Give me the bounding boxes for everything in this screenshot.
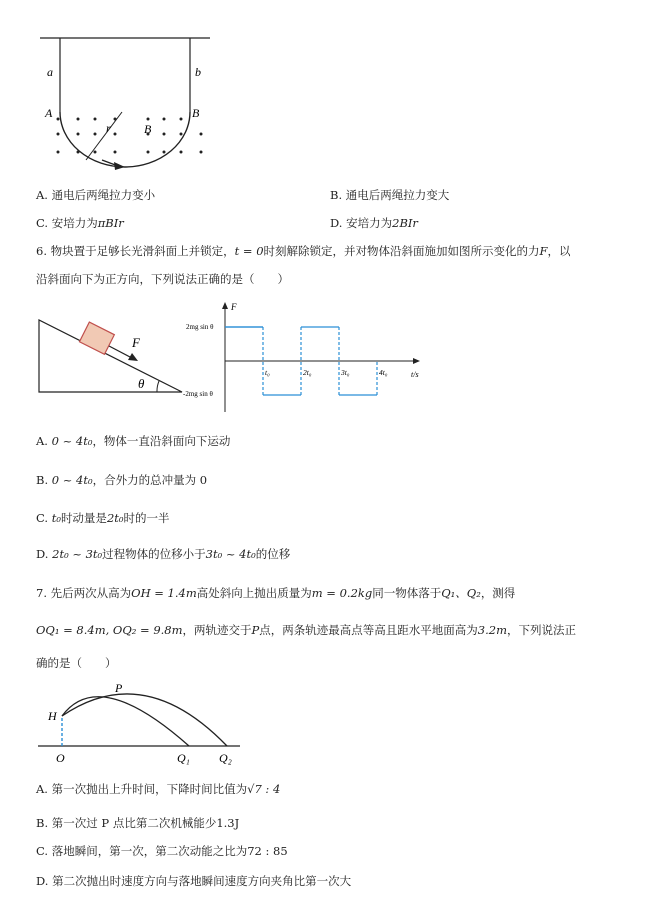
label-field: B (144, 122, 152, 136)
q5-option-b[interactable]: B. 通电后两绳拉力变大 (330, 188, 450, 202)
q6-option-a[interactable]: A. 0 ~ 4t₀，物体一直沿斜面向下运动 (36, 434, 231, 448)
label-B: B (192, 106, 200, 120)
q7-option-b[interactable]: B. 第一次过 P 点比第二次机械能少1.3J (36, 816, 240, 830)
incline-triangle (39, 320, 182, 392)
q7-stem-line2: OQ₁ = 8.4m, OQ₂ = 9.8m，两轨迹交于P点，两条轨迹最高点等高且距水平地面高为3.2m，下列说法正 (36, 623, 576, 637)
q6-stem-line1: 6. 物块置于足够长光滑斜面上并锁定，t = 0时刻解除锁定，并对物体沿斜面施加如图所示变化的力F，以 (36, 244, 571, 258)
q6-option-b[interactable]: B. 0 ~ 4t₀，合外力的总冲量为 0 (36, 473, 208, 487)
x-axis-label: t/s (411, 370, 419, 379)
tick-t0: t₀ (265, 368, 270, 377)
label-P: P (115, 681, 123, 695)
label-Q2: Q₂ (219, 751, 232, 765)
angle-label: θ (138, 376, 145, 391)
trajectory-2 (62, 694, 227, 746)
magnet-field-figure (30, 30, 220, 180)
q7-option-d[interactable]: D. 第二次抛出时速度方向与落地瞬间速度方向夹角比第一次大 (36, 874, 352, 888)
label-a: a (47, 65, 53, 79)
force-time-chart (183, 300, 423, 415)
q5-option-c[interactable]: C. 安培力为πBIr (36, 216, 124, 230)
current-arrow-icon (114, 162, 125, 170)
label-A: A (45, 106, 53, 120)
tick-4t0: 4t₀ (379, 368, 388, 377)
q6-stem-line2: 沿斜面向下为正方向，下列说法正确的是（ ） (36, 272, 289, 286)
q7-stem-line1: 7. 先后两次从高为OH = 1.4m高处斜向上抛出质量为m = 0.2kg同一物体落于Q₁、Q₂，测得 (36, 586, 516, 600)
block (79, 322, 114, 354)
y-axis-arrow-icon (222, 302, 228, 309)
trajectory-figure (34, 678, 244, 768)
q7-option-a[interactable]: A. 第一次抛出上升时间，下降时间比值为√7 : 4 (36, 782, 281, 796)
label-H: H (48, 709, 57, 723)
label-O: O (56, 751, 65, 765)
label-r: r (106, 121, 111, 135)
q6-option-d[interactable]: D. 2t₀ ~ 3t₀过程物体的位移小于3t₀ ~ 4t₀的位移 (36, 547, 291, 561)
y-top-label: 2mg sin θ (186, 323, 214, 331)
label-b-rope: b (195, 65, 201, 79)
q5-option-a[interactable]: A. 通电后两绳拉力变小 (36, 188, 156, 202)
force-label: F (132, 335, 140, 350)
q7-option-c[interactable]: C. 落地瞬间，第一次，第二次动能之比为72 : 85 (36, 844, 288, 858)
y-axis-label: F (231, 302, 237, 312)
field-dots (57, 118, 203, 154)
q7-stem-line3: 确的是（ ） (36, 656, 117, 670)
incline-figure (34, 316, 186, 396)
label-Q1: Q₁ (177, 751, 190, 765)
tick-3t0: 3t₀ (341, 368, 350, 377)
y-bottom-label: -2mg sin θ (183, 390, 213, 398)
radius-line (86, 112, 122, 160)
q6-option-c[interactable]: C. t₀时动量是2t₀时的一半 (36, 511, 170, 525)
tick-2t0: 2t₀ (303, 368, 312, 377)
x-axis-arrow-icon (413, 358, 420, 364)
semicircle-wire (60, 112, 190, 167)
q5-option-d[interactable]: D. 安培力为2BIr (330, 216, 418, 230)
